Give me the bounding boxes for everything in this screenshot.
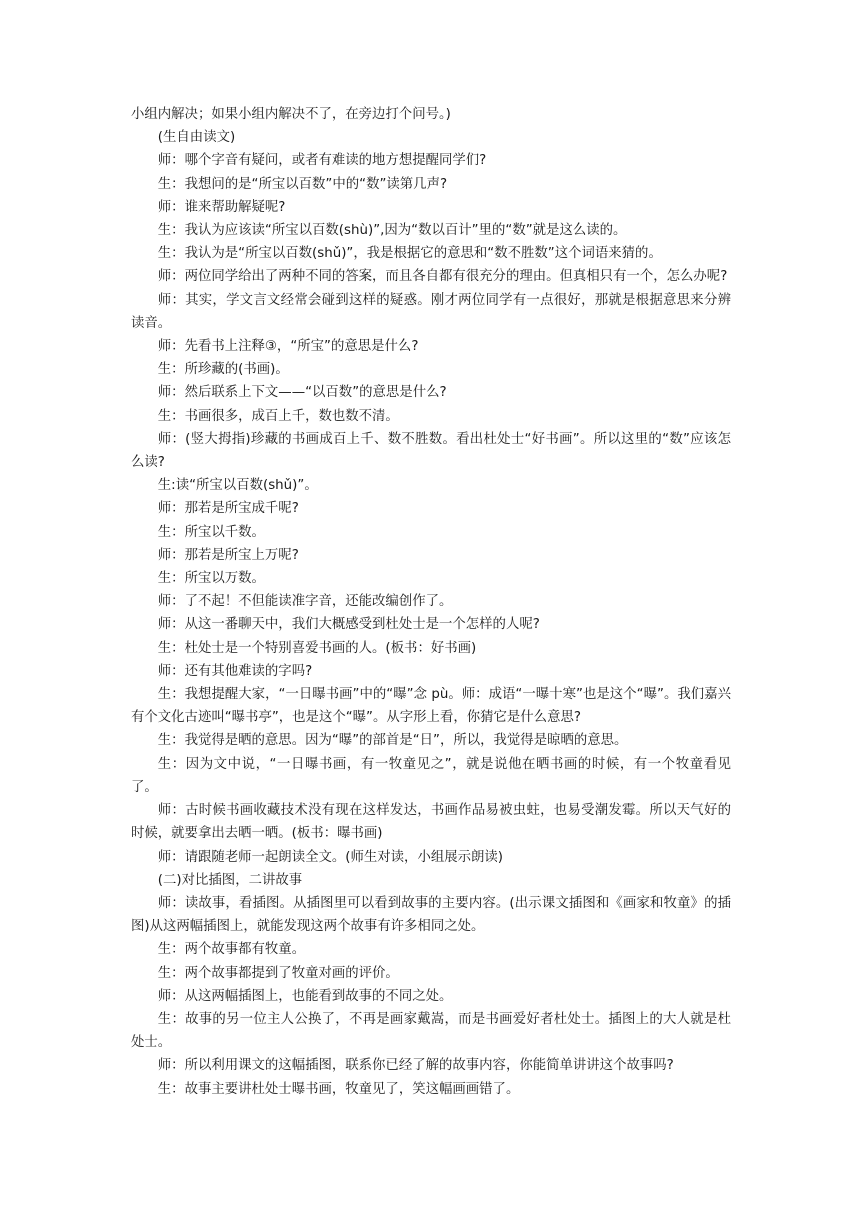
paragraph: 生：因为文中说，“一日曝书画，有一牧童见之”，就是说他在晒书画的时候，有一个牧童看见了。 [131,756,731,795]
paragraph: 生：我想提醒大家，“一日曝书画”中的“曝”念 pù。师：成语“一曝十寒”也是这个“曝”。我们嘉兴有个文化古迹叫“曝书亭”，也是这个“曝”。从字形上看，你猜它是什么意思? [131,687,731,726]
paragraph: 生：故事主要讲杜处士曝书画，牧童见了，笑这幅画画错了。 [157,1081,520,1097]
document-body [131,103,731,1101]
paragraph: 生：两个故事都提到了牧童对画的评价。 [157,965,399,981]
paragraph: 师：从这两幅插图上，也能看到故事的不同之处。 [157,988,453,1004]
paragraph: 生:读“所宝以百数(shǔ)”。 [157,478,318,494]
paragraph: 生：故事的另一位主人公换了，不再是画家戴嵩，而是书画爱好者杜处士。插图上的大人就是杜处士。 [131,1011,731,1051]
paragraph: 生：我想问的是“所宝以百数”中的“数”读第几声? [157,176,448,192]
paragraph: 师：两位同学给出了两种不同的答案，而且各自都有很充分的理由。但真相只有一个，怎么办呢? [157,269,728,285]
paragraph: 生：我认为是“所宝以百数(shǔ)”，我是根据它的意思和“数不胜数”这个词语来猜的。 [157,246,662,262]
paragraph: 师：哪个字音有疑问，或者有难读的地方想提醒同学们? [157,153,487,169]
paragraph: 生：书画很多，成百上千，数也数不清。 [157,408,399,424]
paragraph: 生：两个故事都有牧童。 [157,942,306,958]
paragraph: 师：(竖大拇指)珍藏的书画成百上千、数不胜数。看出杜处士“好书画”。所以这里的“数”应该怎么读? [131,431,731,471]
paragraph: 生：所宝以千数。 [157,524,265,540]
paragraph: 师：谁来帮助解疑呢? [157,199,286,215]
paragraph: 生：我觉得是晒的意思。因为“曝”的部首是“日”，所以，我觉得是晾晒的意思。 [157,733,628,749]
paragraph: 师：古时候书画收藏技术没有现在这样发达，书画作品易被虫蛀，也易受潮发霉。所以天气好的时候，就要拿出去晒一晒。(板书：曝书画) [131,803,731,842]
paragraph: 师：那若是所宝成千呢? [157,501,299,517]
paragraph: 师：然后联系上下文——“以百数”的意思是什么? [157,385,447,401]
paragraph: (生自由读文) [157,130,236,146]
paragraph: 小组内解决；如果小组内解决不了，在旁边打个问号。) [131,107,451,122]
paragraph: 师：那若是所宝上万呢? [157,547,299,563]
paragraph: 师：读故事，看插图。从插图里可以看到故事的主要内容。(出示课文插图和《画家和牧童》的插图)从这两幅插图上，就能发现这两个故事有许多相同之处。 [131,895,731,935]
paragraph: 师：所以利用课文的这幅插图，联系你已经了解的故事内容，你能简单讲讲这个故事吗? [157,1058,674,1074]
paragraph: 师：还有其他难读的字吗? [157,663,313,679]
paragraph: 师：其实，学文言文经常会碰到这样的疑惑。刚才两位同学有一点很好，那就是根据意思来分辨读音。 [131,292,731,331]
paragraph: 生：所珍藏的(书画)。 [157,362,289,378]
paragraph: 生：杜处士是一个特别喜爱书画的人。(板书：好书画) [157,640,477,656]
paragraph: 师：先看书上注释③，“所宝”的意思是什么? [157,339,419,355]
paragraph: 师：从这一番聊天中，我们大概感受到杜处士是一个怎样的人呢? [157,617,540,633]
paragraph: 生：我认为应该读“所宝以百数(shù)”,因为“数以百计”里的“数”就是这么读的。 [157,223,627,239]
section-heading: (二)对比插图，二讲故事 [157,872,303,888]
paragraph: 师：请跟随老师一起朗读全文。(师生对读，小组展示朗读) [157,849,504,865]
paragraph: 师：了不起！不但能读准字音，还能改编创作了。 [157,594,453,610]
paragraph: 生：所宝以万数。 [157,571,265,587]
